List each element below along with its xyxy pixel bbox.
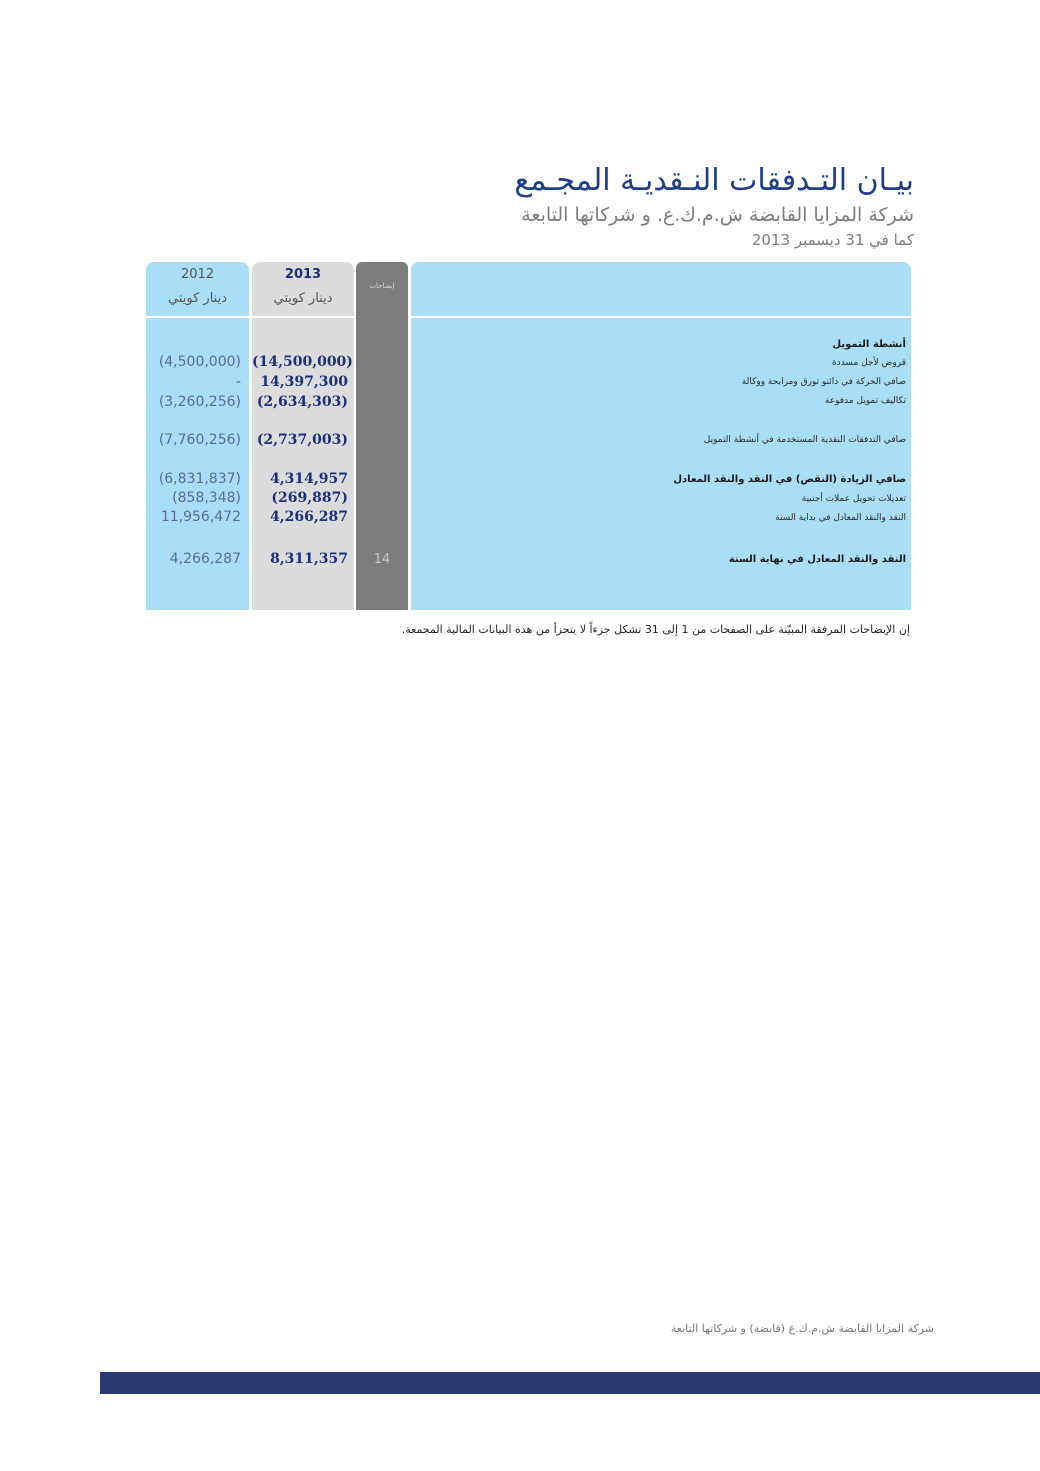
footer-company: شركة المزايا القابضة ش.م.ك.ع (قابضة) و شركاتها التابعة bbox=[670, 1322, 934, 1335]
row-description: النقد والنقد المعادل في نهاية السنة bbox=[728, 554, 906, 565]
footer-bar bbox=[100, 1372, 1040, 1394]
row-description: قروض لأجل مسددة bbox=[831, 358, 906, 368]
value-2013: (2,634,303) bbox=[256, 394, 348, 410]
value-2012: - bbox=[235, 374, 241, 390]
value-2012: 11,956,472 bbox=[160, 509, 241, 525]
header-separator bbox=[411, 316, 911, 318]
value-2012: (3,260,256) bbox=[158, 394, 241, 410]
value-2012: (6,831,837) bbox=[158, 471, 241, 487]
value-2013: (14,500,000) bbox=[252, 354, 353, 370]
value-2013: 4,314,957 bbox=[270, 471, 348, 487]
value-2012: (7,760,256) bbox=[158, 432, 241, 448]
company-name: شركة المزايا القابضة ش.م.ك.ع. و شركاتها التابعة bbox=[521, 204, 914, 226]
header-year-2012: 2012 bbox=[180, 267, 215, 282]
section-title: أنشطة التمويل bbox=[832, 339, 906, 350]
row-description: صافي الحركة في دائنو تورق ومرابحة ووكالة bbox=[741, 377, 906, 387]
row-description: صافي التدفقات النقدية المستخدمة في أنشطة التمويل bbox=[703, 435, 906, 445]
value-2012: 4,266,287 bbox=[169, 551, 241, 567]
statement-date: كما في 31 ديسمبر 2013 bbox=[751, 231, 914, 249]
header-separator bbox=[146, 316, 249, 318]
footnote: إن الإيضاحات المرفقة المبيّنة على الصفحات من 1 إلى 31 تشكل جزءاً لا يتجزأ من هذه البيانات المالية المجمعة. bbox=[401, 623, 910, 636]
row-description: تكاليف تمويل مدفوعة bbox=[824, 396, 906, 406]
note-reference: 14 bbox=[373, 552, 391, 567]
row-description: النقد والنقد المعادل في بداية السنة bbox=[775, 513, 906, 523]
header-separator bbox=[252, 316, 354, 318]
page-title: بيـان التـدفقات النـقديـة المجـمع bbox=[514, 163, 914, 198]
header-currency-2012: دينار كويتي bbox=[168, 291, 227, 306]
value-2012: (4,500,000) bbox=[158, 354, 241, 370]
row-description: صافي الزيادة (النقص) في النقد والنقد المعادل bbox=[673, 474, 906, 485]
value-2013: 8,311,357 bbox=[270, 551, 348, 567]
value-2013: 4,266,287 bbox=[270, 509, 348, 525]
value-2013: 14,397,300 bbox=[260, 374, 348, 390]
header-notes: إيضاحات bbox=[369, 282, 395, 290]
value-2012: (858,348) bbox=[172, 490, 241, 506]
header-currency-2013: دينار كويتي bbox=[273, 291, 333, 306]
value-2013: (2,737,003) bbox=[256, 432, 348, 448]
value-2013: (269,887) bbox=[271, 490, 348, 506]
row-description: تعديلات تحويل عملات أجنبية bbox=[801, 494, 906, 504]
header-year-2013: 2013 bbox=[284, 267, 322, 282]
